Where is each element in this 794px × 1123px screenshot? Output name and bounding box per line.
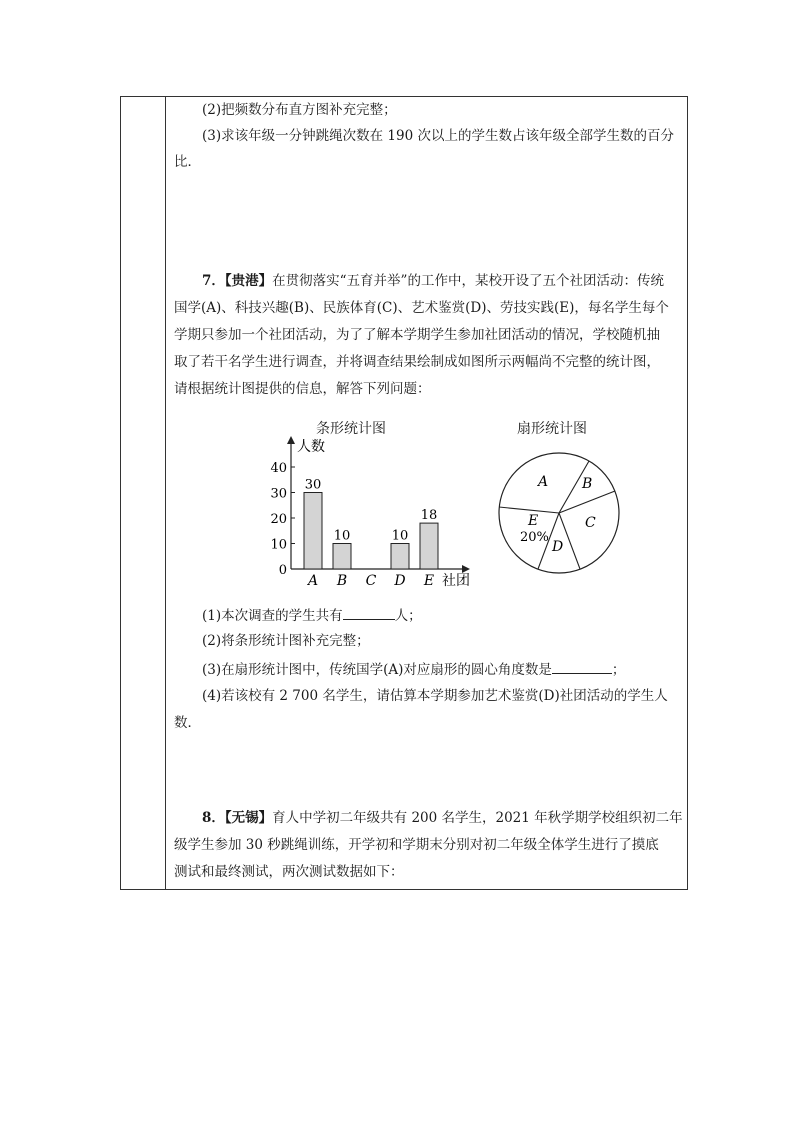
- bar-chart: [262, 434, 482, 594]
- x-tick-label-d: D: [394, 573, 406, 589]
- q8-text: 育人中学初二年级共有 200 名学生，2021 年秋学期学校组织初二年: [272, 810, 683, 826]
- bar-value-label-b: 10: [333, 528, 351, 544]
- table-left-column: [121, 97, 166, 889]
- bar-chart-title: 条形统计图: [316, 421, 386, 437]
- pie-label-b: B: [582, 476, 593, 492]
- y-tick-label: 10: [270, 537, 287, 553]
- q7-intro-line-3: 学期只参加一个社团活动，为了了解本学期学生参加社团活动的情况，学校随机抽: [174, 327, 660, 343]
- x-axis-label: 社团: [442, 573, 470, 589]
- y-tick-label: 20: [270, 512, 287, 527]
- x-tick-label-a: A: [307, 573, 319, 589]
- x-axis-arrow: [462, 565, 470, 573]
- q7-subquestion-4-cont: 数．: [174, 715, 201, 731]
- q7-subquestion-2: (2)将条形统计图补充完整；: [202, 633, 370, 649]
- y-tick-label: 30: [270, 486, 287, 502]
- q7-answer-blank-3[interactable]: [552, 659, 612, 674]
- q7-answer-blank-1[interactable]: [343, 605, 395, 620]
- q7-number: 7．: [202, 273, 225, 289]
- q7-subquestion-3: (3)在扇形统计图中，传统国学(A)对应扇形的圆心角度数是 ；: [202, 659, 625, 679]
- y-axis-arrow: [287, 436, 295, 444]
- pie-chart-title: 扇形统计图: [517, 421, 587, 437]
- q7-intro-line-2: 国学(A)、科技兴趣(B)、民族体育(C)、艺术鉴赏(D)、劳技实践(E)，每名学生每个: [174, 300, 669, 316]
- pie-label-c: C: [585, 515, 596, 531]
- q7-intro-line-5: 请根据统计图提供的信息，解答下列问题：: [174, 381, 431, 397]
- q7-subquestion-4: (4)若该校有 2 700 名学生，请估算本学期参加艺术鉴赏(D)社团活动的学生人: [202, 688, 668, 704]
- q6-subquestion-3-cont: 比．: [174, 154, 201, 170]
- q8-number: 8．: [202, 810, 225, 826]
- q7-intro-line-4: 取了若干名学生进行调查，并将调查结果绘制成如图所示两幅尚不完整的统计图，: [174, 354, 660, 370]
- q8-intro-line-1: [202, 809, 683, 827]
- q7-intro-line-1: [202, 272, 664, 290]
- pie-label-a: A: [538, 474, 549, 490]
- bar-a: [304, 493, 322, 570]
- bar-value-label-e: 18: [420, 508, 438, 524]
- q8-intro-line-2: 级学生参加 30 秒跳绳训练，开学初和学期末分别对初二年级全体学生进行了摸底: [174, 837, 659, 853]
- x-tick-label-c: C: [365, 573, 377, 589]
- x-tick-label-b: B: [336, 573, 348, 589]
- pie-label-d: D: [552, 539, 564, 555]
- bar-value-label-d: 10: [391, 528, 409, 544]
- y-axis-label: 人数: [297, 439, 325, 455]
- q6-subquestion-2: (2)把频数分布直方图补充完整；: [202, 102, 397, 118]
- q8-source: 【无锡】: [224, 810, 273, 826]
- pie-label-e: E: [528, 513, 539, 529]
- pie-chart: [494, 448, 624, 578]
- q7-source: 【贵港】: [224, 273, 273, 289]
- bar-value-label-a: 30: [304, 477, 322, 493]
- x-tick-label-e: E: [423, 573, 435, 589]
- bar-b: [333, 544, 351, 570]
- bar-e: [420, 523, 438, 569]
- pie-label-e-percent: 20%: [520, 530, 549, 545]
- q7-text: 在贯彻落实“五育并举”的工作中，某校开设了五个社团活动：传统: [272, 273, 664, 289]
- bar-d: [391, 544, 409, 570]
- y-tick-label: 0: [278, 563, 287, 578]
- q6-subquestion-3: (3)求该年级一分钟跳绳次数在 190 次以上的学生数占该年级全部学生数的百分: [202, 128, 674, 144]
- q7-subquestion-1: (1)本次调查的学生共有 人；: [202, 605, 422, 625]
- q8-intro-line-3: 测试和最终测试，两次测试数据如下：: [174, 864, 404, 880]
- y-tick-label: 40: [270, 461, 287, 476]
